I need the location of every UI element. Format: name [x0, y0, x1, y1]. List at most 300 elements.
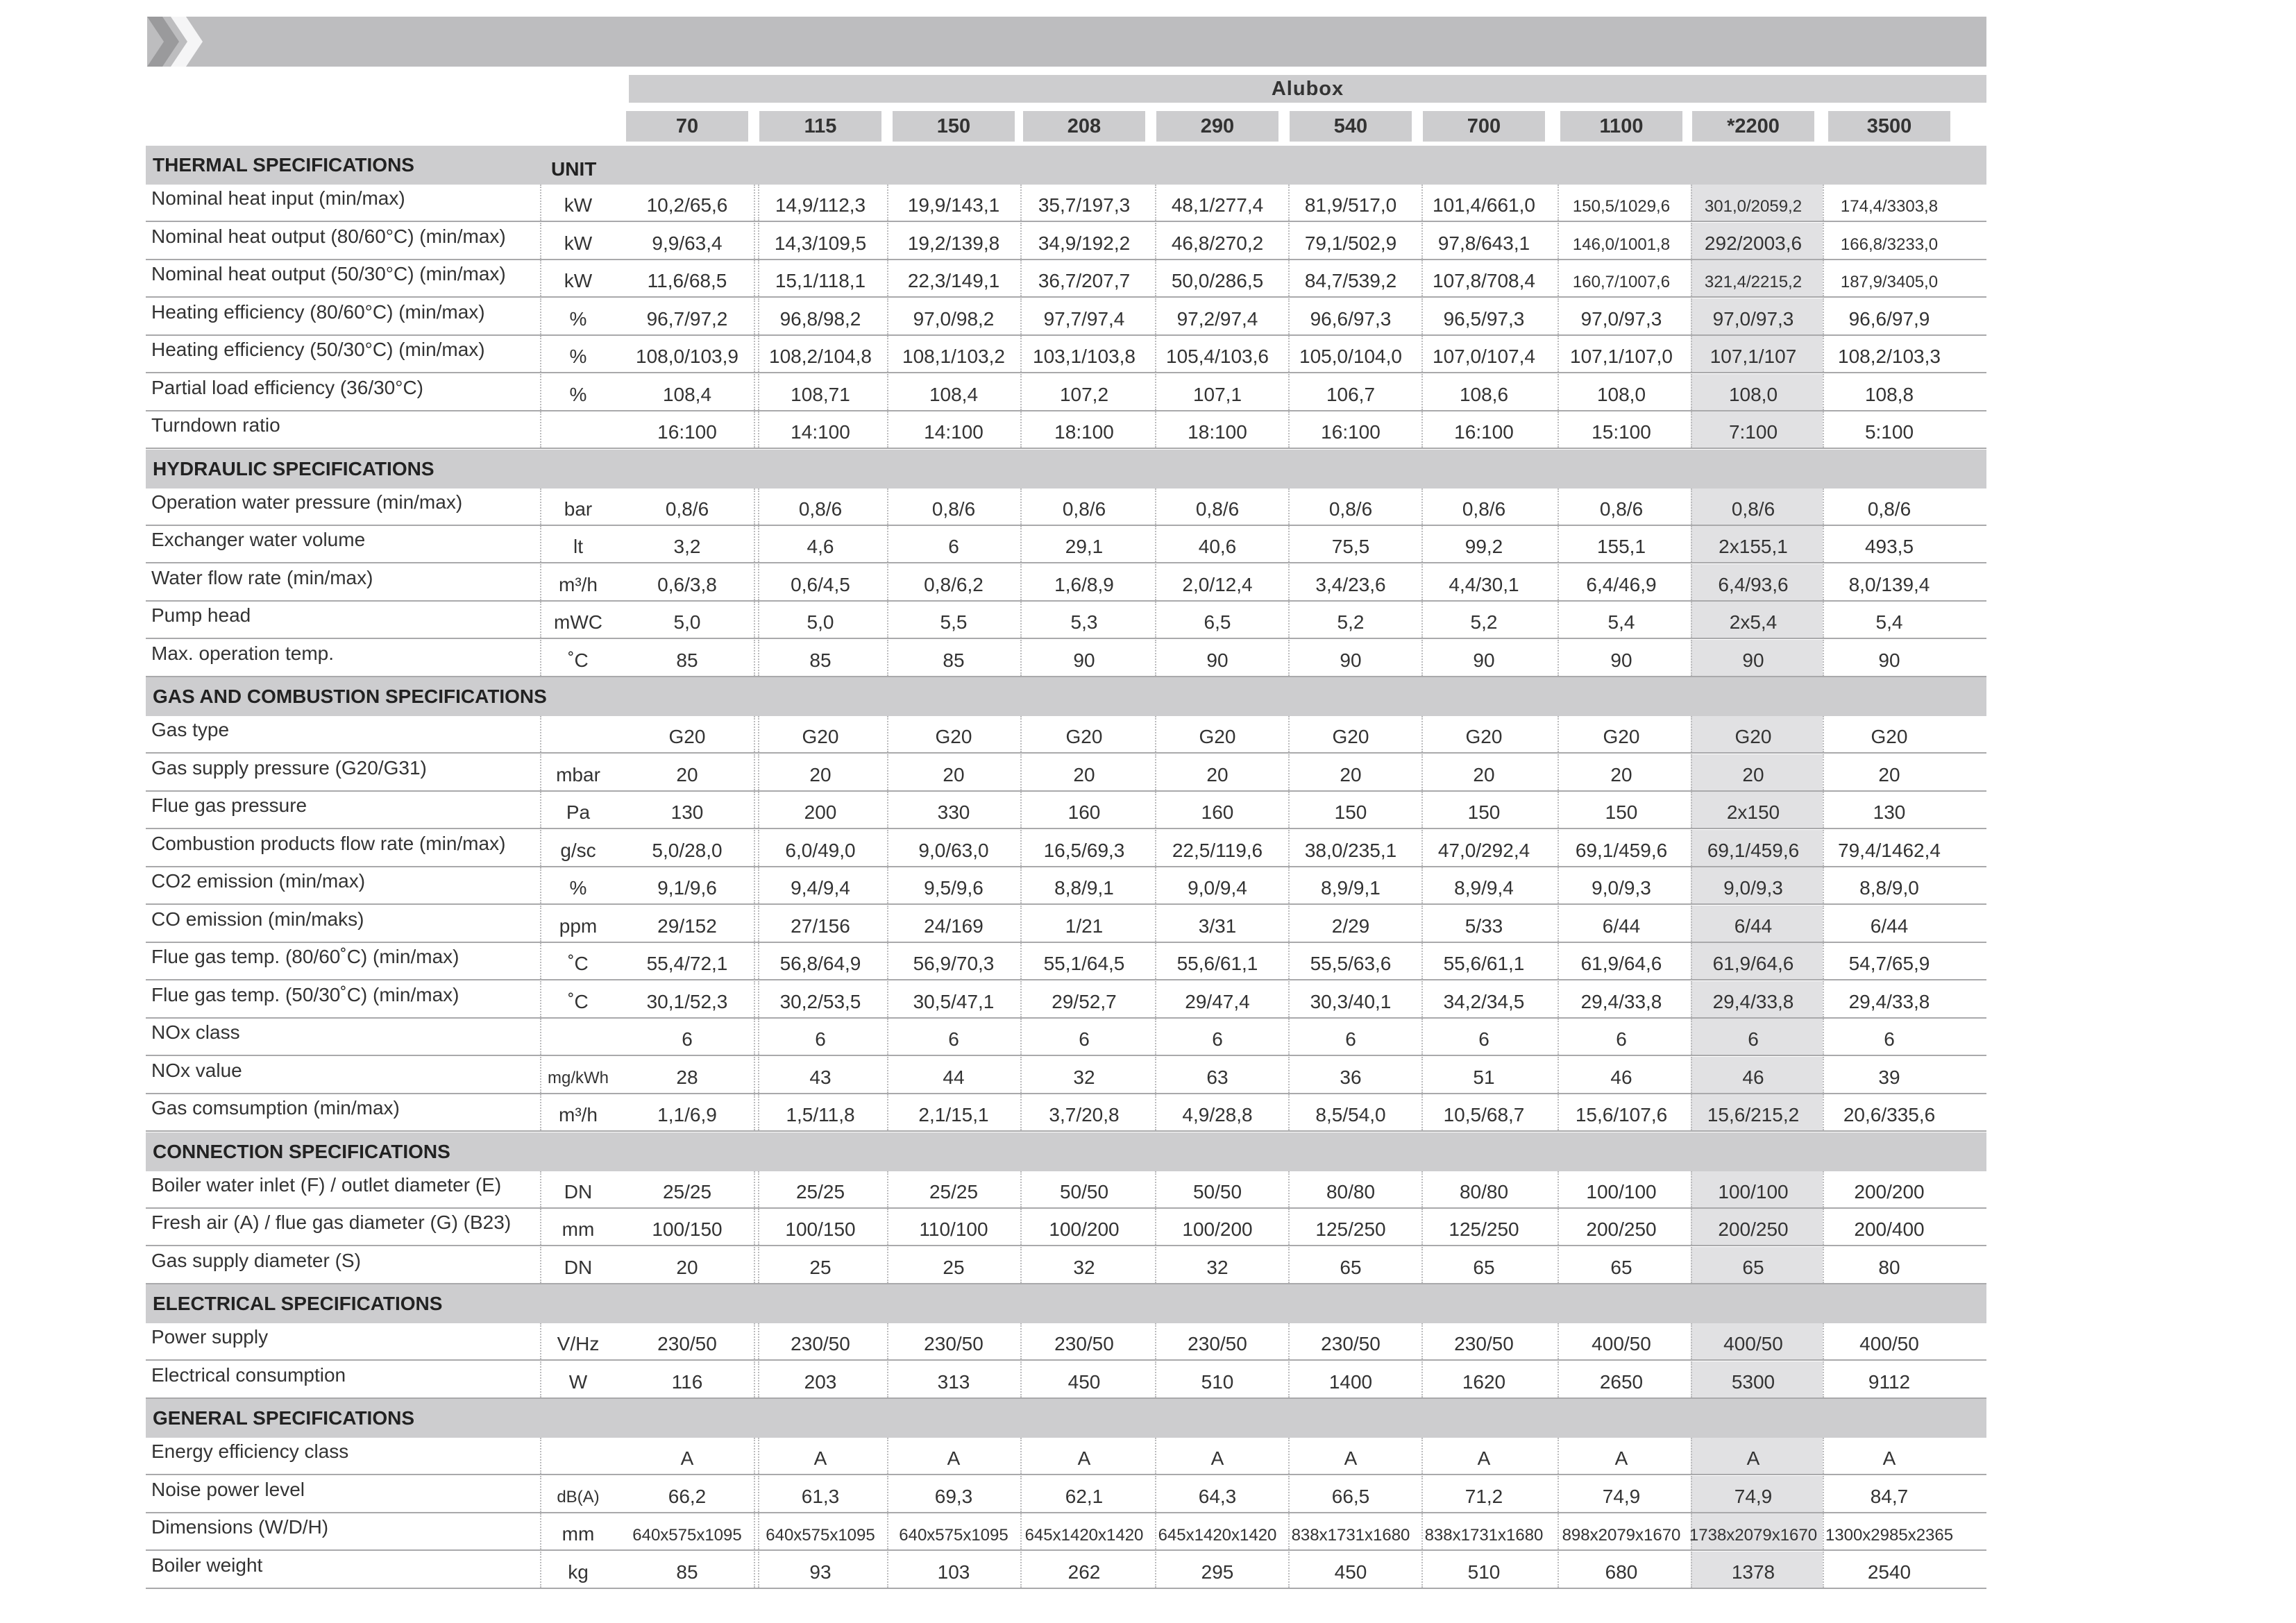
spec-value-cell: 85 — [809, 649, 832, 671]
spec-value-cell: 34,9/192,2 — [1038, 232, 1131, 254]
spec-row — [146, 1094, 1986, 1132]
spec-value-cell: A — [1210, 1447, 1224, 1469]
spec-value-cell: 2x155,1 — [1719, 536, 1788, 557]
spec-value-cell: 203 — [804, 1370, 837, 1393]
spec-row — [146, 526, 1986, 563]
spec-value-cell: 20 — [1340, 763, 1362, 785]
spec-value-cell: 0,8/6 — [665, 498, 709, 520]
spec-value-cell: A — [1344, 1447, 1358, 1469]
spec-value-cell: 130 — [670, 801, 704, 823]
spec-value-cell: 1738x2079x1670 — [1689, 1526, 1818, 1545]
spec-value-cell: 85 — [676, 1561, 698, 1583]
section-title: HYDRAULIC SPECIFICATIONS — [153, 457, 434, 479]
spec-value-cell: 125/250 — [1315, 1218, 1386, 1240]
spec-value-cell: 20 — [1610, 763, 1632, 785]
spec-value-cell: 108,8 — [1864, 383, 1914, 405]
spec-value-cell: 25/25 — [929, 1180, 979, 1203]
spec-value-cell: 5,0 — [673, 611, 701, 633]
spec-value-cell: 0,6/3,8 — [657, 573, 717, 595]
spec-value-cell: 20 — [676, 1256, 698, 1278]
spec-value-cell: 25 — [809, 1256, 832, 1278]
spec-value-cell: 838x1731x1680 — [1424, 1526, 1544, 1545]
spec-value-cell: 30,3/40,1 — [1310, 990, 1392, 1012]
spec-value-cell: 36 — [1340, 1066, 1362, 1088]
spec-value-cell: 97,2/97,4 — [1176, 307, 1258, 330]
spec-value-cell: 898x2079x1670 — [1562, 1526, 1681, 1545]
spec-value-cell: 25/25 — [662, 1180, 712, 1203]
spec-row — [146, 298, 1986, 336]
spec-value-cell: 645x1420x1420 — [1158, 1526, 1277, 1545]
spec-value-cell: 34,2/34,5 — [1443, 990, 1525, 1012]
spec-value-cell: 5:100 — [1864, 421, 1914, 443]
spec-label: Flue gas temp. (80/60˚C) (min/max) — [151, 946, 459, 967]
spec-value-cell: 108,0/103,9 — [636, 346, 738, 367]
section-header — [146, 1399, 1986, 1438]
spec-value-cell: 81,9/517,0 — [1304, 194, 1397, 216]
spec-value-cell: 24/169 — [924, 915, 984, 937]
spec-value-cell: 450 — [1334, 1561, 1367, 1583]
spec-label: Max. operation temp. — [151, 642, 335, 664]
spec-value-cell: 29/152 — [657, 915, 717, 937]
spec-unit: mg/kWh — [547, 1068, 609, 1087]
spec-value-cell: 1,6/8,9 — [1054, 573, 1114, 595]
spec-label: Energy efficiency class — [151, 1441, 349, 1462]
spec-value-cell: 48,1/277,4 — [1171, 194, 1264, 216]
spec-label: CO emission (min/maks) — [151, 908, 364, 930]
spec-value-cell: 15,6/107,6 — [1575, 1104, 1668, 1125]
spec-value-cell: 16:100 — [1454, 421, 1514, 443]
spec-label: Nominal heat input (min/max) — [151, 187, 405, 209]
spec-value-cell: 130 — [1873, 801, 1906, 823]
spec-value-cell: 0,8/6 — [1328, 498, 1373, 520]
spec-value-cell: 0,8/6 — [1195, 498, 1240, 520]
spec-value-cell: 90 — [1473, 649, 1495, 671]
spec-value-cell: 108,0 — [1728, 383, 1778, 405]
spec-value-cell: 71,2 — [1464, 1485, 1503, 1507]
spec-value-cell: 1620 — [1462, 1370, 1506, 1393]
spec-label: Gas supply diameter (S) — [151, 1249, 361, 1271]
spec-value-cell: 101,4/661,0 — [1433, 194, 1535, 216]
spec-value-cell: 4,6 — [807, 536, 834, 557]
spec-value-cell: A — [1882, 1447, 1896, 1469]
spec-value-cell: 15,6/215,2 — [1707, 1104, 1800, 1125]
spec-value-cell: 79,4/1462,4 — [1838, 839, 1941, 861]
spec-value-cell: 230/50 — [1454, 1333, 1514, 1354]
spec-value-cell: 262 — [1067, 1561, 1101, 1583]
spec-value-cell: 7:100 — [1728, 421, 1778, 443]
spec-value-cell: 8,9/9,4 — [1454, 877, 1514, 899]
spec-value-cell: 9,1/9,6 — [657, 877, 717, 899]
spec-value-cell: 3/31 — [1198, 915, 1237, 937]
spec-value-cell: 20 — [1073, 763, 1095, 785]
spec-label: Water flow rate (min/max) — [151, 566, 373, 588]
spec-value-cell: 47,0/292,4 — [1437, 839, 1530, 861]
spec-value-cell: 100/150 — [785, 1218, 856, 1240]
spec-value-cell: 90 — [1878, 649, 1900, 671]
model-header-cell: 208 — [1023, 111, 1145, 142]
spec-value-cell: 55,6/61,1 — [1176, 953, 1258, 974]
spec-value-cell: 80/80 — [1326, 1180, 1376, 1203]
spec-label: Exchanger water volume — [151, 529, 366, 550]
spec-value-cell: 64,3 — [1198, 1485, 1237, 1507]
spec-value-cell: 100/100 — [1586, 1180, 1657, 1203]
spec-value-cell: 295 — [1201, 1561, 1234, 1583]
spec-unit: V/Hz — [557, 1333, 600, 1354]
spec-value-cell: 5,4 — [1875, 611, 1903, 633]
spec-unit: ˚C — [568, 953, 589, 974]
spec-value-cell: 97,0/98,2 — [913, 307, 995, 330]
spec-unit: % — [569, 877, 587, 899]
spec-value-cell: 160 — [1201, 801, 1234, 823]
spec-value-cell: 100/200 — [1049, 1218, 1120, 1240]
spec-row — [146, 602, 1986, 639]
spec-value-cell: 63 — [1206, 1066, 1229, 1088]
spec-value-cell: 645x1420x1420 — [1024, 1526, 1144, 1545]
section-title: CONNECTION SPECIFICATIONS — [153, 1140, 450, 1162]
spec-value-cell: 15,1/118,1 — [775, 270, 866, 291]
spec-value-cell: 108,2/104,8 — [769, 346, 872, 367]
spec-value-cell: 1400 — [1328, 1370, 1373, 1393]
spec-value-cell: 0,8/6 — [1867, 498, 1911, 520]
spec-value-cell: 20 — [809, 763, 832, 785]
spec-value-cell: 9,5/9,6 — [924, 877, 984, 899]
section-header — [146, 677, 1986, 716]
spec-value-cell: 230/50 — [1188, 1333, 1247, 1354]
spec-value-cell: 5,5 — [940, 611, 968, 633]
spec-value-cell: 6 — [1884, 1028, 1895, 1050]
spec-value-cell: 85 — [943, 649, 965, 671]
spec-row — [146, 830, 1986, 867]
spec-value-cell: 108,4 — [662, 383, 712, 405]
spec-value-cell: 55,1/64,5 — [1043, 953, 1125, 974]
section-header — [146, 1132, 1986, 1171]
spec-value-cell: 6 — [682, 1028, 693, 1050]
spec-value-cell: 43 — [809, 1066, 832, 1088]
spec-value-cell: 2,1/15,1 — [918, 1104, 989, 1125]
spec-value-cell: 230/50 — [924, 1333, 984, 1354]
spec-value-cell: 96,5/97,3 — [1443, 307, 1525, 330]
spec-value-cell: 640x575x1095 — [632, 1526, 742, 1545]
spec-value-cell: 8,8/9,1 — [1054, 877, 1114, 899]
spec-row — [146, 185, 1986, 222]
spec-value-cell: 39 — [1878, 1066, 1900, 1088]
spec-value-cell: 3,2 — [673, 536, 701, 557]
spec-value-cell: 46,8/270,2 — [1171, 232, 1264, 254]
spec-unit: mm — [562, 1218, 595, 1240]
spec-label: Flue gas pressure — [151, 794, 307, 816]
spec-value-cell: 25 — [943, 1256, 965, 1278]
spec-value-cell: 166,8/3233,0 — [1840, 235, 1939, 254]
spec-value-cell: 29/47,4 — [1185, 990, 1250, 1012]
spec-value-cell: 108,1/103,2 — [902, 346, 1005, 367]
spec-value-cell: 200/250 — [1718, 1218, 1789, 1240]
spec-value-cell: 66,5 — [1331, 1485, 1370, 1507]
spec-value-cell: 150,5/1029,6 — [1572, 197, 1671, 216]
spec-value-cell: 6,4/93,6 — [1718, 573, 1789, 595]
spec-value-cell: 69,3 — [934, 1485, 973, 1507]
spec-value-cell: 30,1/52,3 — [646, 990, 728, 1012]
spec-value-cell: 9,0/9,3 — [1723, 877, 1783, 899]
spec-label: Gas supply pressure (G20/G31) — [151, 756, 427, 779]
spec-row — [146, 1476, 1986, 1513]
spec-value-cell: 9,9/63,4 — [652, 232, 723, 254]
spec-value-cell: 27/156 — [791, 915, 850, 937]
spec-value-cell: 90 — [1073, 649, 1095, 671]
row-divider — [146, 1588, 1986, 1589]
spec-unit: m³/h — [559, 1104, 598, 1125]
spec-value-cell: 93 — [809, 1561, 832, 1583]
spec-value-cell: 61,3 — [801, 1485, 840, 1507]
spec-value-cell: A — [1614, 1447, 1628, 1469]
spec-value-cell: 29,1 — [1065, 536, 1104, 557]
spec-unit: m³/h — [559, 573, 598, 595]
spec-value-cell: 8,5/54,0 — [1315, 1104, 1386, 1125]
spec-value-cell: 230/50 — [1321, 1333, 1381, 1354]
spec-value-cell: 100/150 — [652, 1218, 723, 1240]
section-title: GENERAL SPECIFICATIONS — [153, 1407, 415, 1429]
spec-row — [146, 1171, 1986, 1209]
spec-unit: mm — [562, 1523, 595, 1545]
spec-label: Nominal heat output (50/30°C) (min/max) — [151, 263, 506, 284]
spec-row — [146, 260, 1986, 298]
spec-label: NOx value — [151, 1059, 242, 1081]
spec-row — [146, 374, 1986, 411]
spec-value-cell: 5,2 — [1470, 611, 1498, 633]
spec-value-cell: A — [813, 1447, 827, 1469]
model-header-cell: 1100 — [1560, 111, 1682, 142]
spec-value-cell: 35,7/197,3 — [1038, 194, 1131, 216]
spec-value-cell: 32 — [1206, 1256, 1229, 1278]
spec-value-cell: 96,6/97,9 — [1848, 307, 1930, 330]
spec-value-cell: 6 — [815, 1028, 826, 1050]
spec-value-cell: 90 — [1340, 649, 1362, 671]
spec-value-cell: 6,4/46,9 — [1586, 573, 1657, 595]
spec-value-cell: 2/29 — [1331, 915, 1370, 937]
spec-value-cell: 6 — [1616, 1028, 1627, 1050]
spec-unit: mWC — [554, 611, 602, 633]
column-separator — [540, 716, 541, 752]
spec-row — [146, 640, 1986, 677]
brand-header: Alubox — [629, 75, 1986, 103]
spec-value-cell: 107,1 — [1192, 383, 1242, 405]
spec-value-cell: 99,2 — [1464, 536, 1503, 557]
spec-unit: DN — [564, 1180, 593, 1203]
model-header-cell: 150 — [893, 111, 1015, 142]
spec-value-cell: 5,0 — [807, 611, 834, 633]
spec-unit: W — [568, 1370, 588, 1393]
spec-value-cell: 19,9/143,1 — [907, 194, 1000, 216]
spec-value-cell: 103,1/103,8 — [1033, 346, 1136, 367]
spec-value-cell: 90 — [1610, 649, 1632, 671]
spec-value-cell: A — [680, 1447, 694, 1469]
spec-value-cell: 74,9 — [1602, 1485, 1641, 1507]
spec-value-cell: 1,5/11,8 — [786, 1104, 855, 1125]
spec-value-cell: 9,0/9,4 — [1188, 877, 1247, 899]
spec-value-cell: 108,2/103,3 — [1838, 346, 1941, 367]
spec-value-cell: 32 — [1073, 1256, 1095, 1278]
spec-label: Fresh air (A) / flue gas diameter (G) (B23) — [151, 1212, 512, 1233]
spec-label: Operation water pressure (min/max) — [151, 491, 463, 513]
spec-value-cell: 20 — [676, 763, 698, 785]
spec-value-cell: 28 — [676, 1066, 698, 1088]
spec-value-cell: 510 — [1467, 1561, 1501, 1583]
spec-row — [146, 488, 1986, 526]
spec-value-cell: A — [947, 1447, 961, 1469]
spec-value-cell: 100/100 — [1718, 1180, 1789, 1203]
spec-label: Gas type — [151, 719, 230, 740]
spec-value-cell: 2650 — [1599, 1370, 1644, 1393]
spec-value-cell: 6 — [1079, 1028, 1090, 1050]
spec-unit: % — [569, 346, 587, 367]
spec-value-cell: 3,7/20,8 — [1049, 1104, 1120, 1125]
spec-value-cell: 1300x2985x2365 — [1825, 1526, 1954, 1545]
column-separator — [540, 411, 541, 448]
spec-value-cell: 30,5/47,1 — [913, 990, 995, 1012]
spec-label: NOx class — [151, 1021, 240, 1043]
spec-value-cell: 30,2/53,5 — [779, 990, 861, 1012]
spec-value-cell: 4,4/30,1 — [1449, 573, 1519, 595]
spec-label: Power supply — [151, 1326, 269, 1348]
spec-value-cell: 0,8/6,2 — [924, 573, 984, 595]
model-header-cell: 540 — [1290, 111, 1412, 142]
spec-value-cell: 6 — [948, 1028, 959, 1050]
column-separator — [540, 1019, 541, 1055]
spec-value-cell: 0,8/6 — [798, 498, 843, 520]
spec-value-cell: 6 — [948, 536, 959, 557]
spec-value-cell: 6 — [1748, 1028, 1759, 1050]
spec-value-cell: 108,4 — [929, 383, 979, 405]
spec-row — [146, 1361, 1986, 1399]
spec-row — [146, 223, 1986, 260]
spec-value-cell: 79,1/502,9 — [1304, 232, 1397, 254]
spec-row — [146, 867, 1986, 905]
spec-value-cell: 97,0/97,3 — [1580, 307, 1662, 330]
spec-value-cell: 321,4/2215,2 — [1704, 273, 1803, 291]
spec-value-cell: 400/50 — [1592, 1333, 1651, 1354]
spec-value-cell: 54,7/65,9 — [1848, 953, 1930, 974]
spec-unit: ppm — [559, 915, 598, 937]
spec-label: Partial load efficiency (36/30°C) — [151, 376, 423, 398]
spec-value-cell: 85 — [676, 649, 698, 671]
spec-value-cell: 2540 — [1867, 1561, 1911, 1583]
section-header — [146, 146, 1986, 185]
spec-value-cell: 65 — [1610, 1256, 1632, 1278]
spec-row — [146, 1552, 1986, 1589]
spec-value-cell: 50/50 — [1192, 1180, 1242, 1203]
spec-value-cell: 146,0/1001,8 — [1572, 235, 1671, 254]
spec-value-cell: 510 — [1201, 1370, 1234, 1393]
spec-value-cell: 103 — [937, 1561, 970, 1583]
spec-value-cell: 400/50 — [1859, 1333, 1919, 1354]
spec-value-cell: 20,6/335,6 — [1843, 1104, 1936, 1125]
spec-value-cell: 155,1 — [1596, 536, 1646, 557]
spec-unit: dB(A) — [557, 1487, 600, 1506]
spec-value-cell: 69,1/459,6 — [1707, 839, 1800, 861]
spec-row — [146, 1438, 1986, 1475]
spec-label: Electrical consumption — [151, 1363, 346, 1386]
spec-value-cell: G20 — [1199, 726, 1236, 747]
spec-value-cell: 29,4/33,8 — [1580, 990, 1662, 1012]
spec-value-cell: 200/400 — [1854, 1218, 1925, 1240]
spec-label: Heating efficiency (80/60°C) (min/max) — [151, 300, 485, 323]
spec-value-cell: 110/100 — [919, 1218, 988, 1240]
spec-value-cell: 150 — [1605, 801, 1638, 823]
spec-value-cell: 230/50 — [1054, 1333, 1114, 1354]
spec-value-cell: 56,8/64,9 — [779, 953, 861, 974]
spec-value-cell: 80 — [1878, 1256, 1900, 1278]
section-header — [146, 450, 1986, 488]
spec-row — [146, 906, 1986, 943]
spec-value-cell: 96,6/97,3 — [1310, 307, 1392, 330]
spec-value-cell: 16:100 — [1321, 421, 1381, 443]
spec-value-cell: 6 — [1345, 1028, 1356, 1050]
spec-value-cell: 6,5 — [1204, 611, 1231, 633]
spec-value-cell: 6/44 — [1870, 915, 1909, 937]
spec-value-cell: 8,9/9,1 — [1321, 877, 1381, 899]
spec-value-cell: G20 — [1065, 726, 1103, 747]
spec-value-cell: 9,0/63,0 — [918, 839, 989, 861]
spec-value-cell: 0,8/6 — [1599, 498, 1644, 520]
model-header-cell: 700 — [1423, 111, 1545, 142]
section-title: GAS AND COMBUSTION SPECIFICATIONS — [153, 686, 547, 707]
spec-value-cell: 5,2 — [1337, 611, 1365, 633]
spec-value-cell: 105,4/103,6 — [1166, 346, 1269, 367]
spec-value-cell: 5,3 — [1070, 611, 1098, 633]
spec-value-cell: 97,0/97,3 — [1712, 307, 1794, 330]
spec-value-cell: 16,5/69,3 — [1043, 839, 1125, 861]
spec-value-cell: 46 — [1610, 1066, 1632, 1088]
spec-value-cell: 174,4/3303,8 — [1840, 197, 1939, 216]
spec-label: Heating efficiency (50/30°C) (min/max) — [151, 339, 485, 360]
spec-value-cell: 160 — [1067, 801, 1101, 823]
spec-value-cell: 14,3/109,5 — [774, 232, 867, 254]
spec-value-cell: 38,0/235,1 — [1304, 839, 1397, 861]
spec-value-cell: 160,7/1007,6 — [1572, 273, 1671, 291]
spec-row — [146, 1209, 1986, 1246]
spec-value-cell: 493,5 — [1864, 536, 1914, 557]
spec-label: Nominal heat output (80/60°C) (min/max) — [151, 225, 506, 247]
spec-value-cell: 292/2003,6 — [1704, 232, 1803, 254]
spec-value-cell: 11,6/68,5 — [647, 270, 727, 291]
spec-row — [146, 564, 1986, 602]
spec-row — [146, 1247, 1986, 1284]
spec-value-cell: 5300 — [1731, 1370, 1775, 1393]
spec-value-cell: 90 — [1206, 649, 1229, 671]
spec-row — [146, 1057, 1986, 1094]
unit-column-header: UNIT — [551, 158, 597, 180]
spec-value-cell: 20 — [943, 763, 965, 785]
spec-value-cell: G20 — [1332, 726, 1369, 747]
spec-value-cell: 46 — [1742, 1066, 1764, 1088]
spec-value-cell: 55,6/61,1 — [1443, 953, 1525, 974]
spec-value-cell: 1378 — [1731, 1561, 1775, 1583]
spec-value-cell: 66,2 — [668, 1485, 707, 1507]
spec-value-cell: 107,8/708,4 — [1433, 270, 1535, 291]
spec-value-cell: 640x575x1095 — [766, 1526, 875, 1545]
spec-value-cell: 313 — [937, 1370, 970, 1393]
spec-value-cell: 14,9/112,3 — [775, 194, 866, 216]
spec-value-cell: 200/200 — [1854, 1180, 1925, 1203]
spec-row — [146, 411, 1986, 449]
spec-value-cell: 8,0/139,4 — [1848, 573, 1930, 595]
spec-value-cell: 97,8/643,1 — [1437, 232, 1530, 254]
spec-label: Boiler water inlet (F) / outlet diameter (E) — [151, 1173, 502, 1196]
spec-value-cell: 69,1/459,6 — [1575, 839, 1668, 861]
spec-unit: kW — [564, 232, 593, 254]
spec-label: Dimensions (W/D/H) — [151, 1516, 329, 1538]
spec-label: Gas comsumption (min/max) — [151, 1097, 400, 1119]
spec-label: Turndown ratio — [151, 414, 280, 436]
